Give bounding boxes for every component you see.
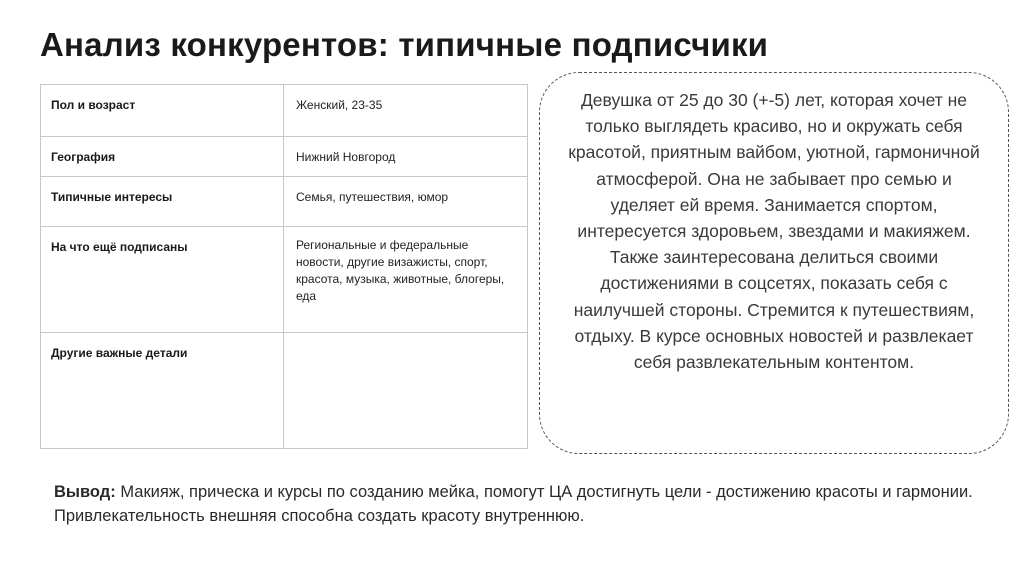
conclusion-label: Вывод:: [54, 483, 116, 501]
row-label-other-details: Другие важные детали: [41, 333, 284, 449]
table-row: [41, 227, 528, 333]
row-value-other-subscriptions: Региональные и федеральные новости, другие визажисты, спорт, красота, музыка, животные, блогеры, еда: [284, 227, 528, 333]
table-row: [41, 137, 528, 177]
conclusion-paragraph: [54, 480, 984, 528]
table-row: [41, 85, 528, 137]
slide-title: Анализ конкурентов: типичные подписчики: [40, 26, 769, 63]
row-value-interests: Семья, путешествия, юмор: [284, 177, 528, 227]
row-value-geography: Нижний Новгород: [284, 137, 528, 177]
persona-description-box: [539, 72, 1009, 454]
persona-description-text: Девушка от 25 до 30 (+-5) лет, которая хочет не только выглядеть красиво, но и окружать себя красотой, приятным вайбом, уютной, гармоничной атмосферой. Она не забывает про семью и уделяет ей время. Занимается спортом, интересуется здоровьем, звездами и макияжем. Также заинтересована делиться своими достижениями в соцсетях, показать себя с наилучшей стороны. Стремится к путешествиям, отдыху. В курсе основных новостей и развлекает себя развлекательным контентом.: [568, 90, 980, 373]
row-label-gender-age: Пол и возраст: [41, 85, 284, 137]
table-row: [41, 333, 528, 449]
row-value-gender-age: Женский, 23-35: [284, 85, 528, 137]
conclusion-text: Макияж, прическа и курсы по созданию мейка, помогут ЦА достигнуть цели - достижению красоты и гармонии. Привлекательность внешняя способна создать красоту внутреннюю.: [54, 483, 973, 525]
subscriber-profile-table: [40, 84, 528, 449]
row-value-other-details: [284, 333, 528, 449]
row-label-geography: География: [41, 137, 284, 177]
table-row: [41, 177, 528, 227]
row-label-interests: Типичные интересы: [41, 177, 284, 227]
row-label-other-subscriptions: На что ещё подписаны: [41, 227, 284, 333]
